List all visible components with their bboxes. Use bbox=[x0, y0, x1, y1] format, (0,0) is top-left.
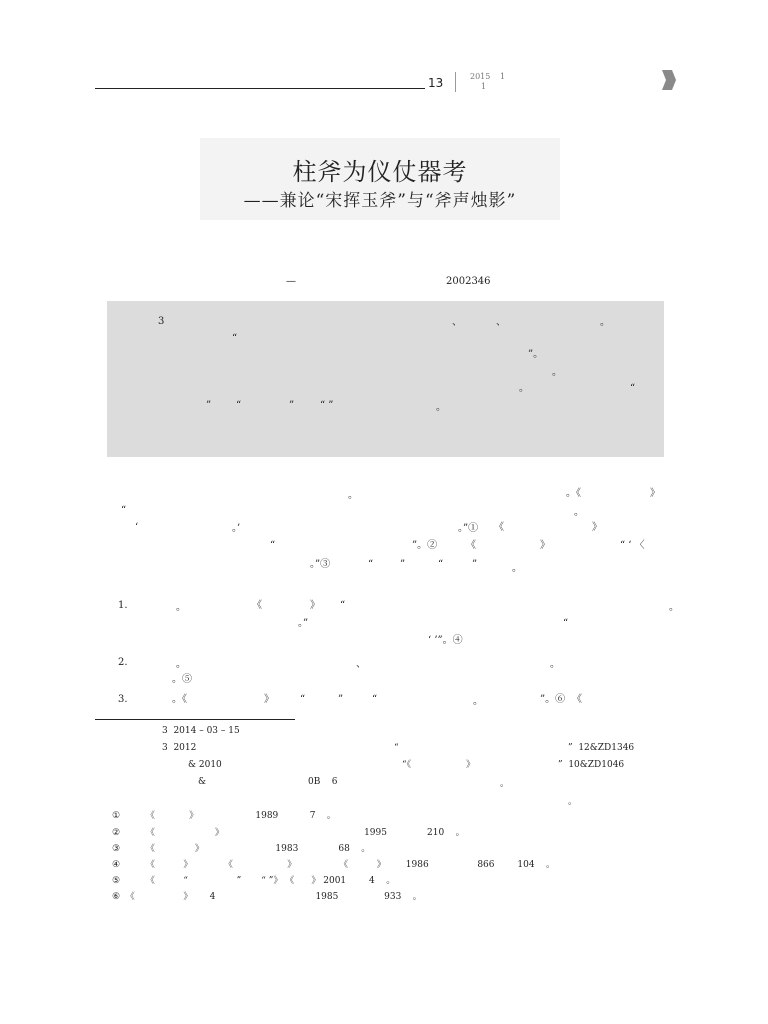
list-mark: “ bbox=[340, 600, 346, 611]
body-mark: ‘ bbox=[135, 522, 139, 533]
abstract-mark: 3 bbox=[158, 316, 165, 327]
body-mark: ”。② bbox=[412, 540, 438, 551]
fund-code: ” 12&ZD1346 bbox=[568, 743, 635, 753]
abstract-box bbox=[107, 301, 664, 457]
article-subtitle: ——兼论“宋挥玉斧”与“斧声烛影” bbox=[243, 191, 517, 211]
abstract-mark: ”。 bbox=[528, 349, 544, 360]
body-mark: 《 bbox=[494, 522, 504, 533]
author-mark: 0B 6 bbox=[308, 777, 338, 787]
body-mark: 》 bbox=[592, 522, 602, 533]
list-mark: 。⑤ bbox=[172, 674, 192, 685]
body-mark: 。 bbox=[574, 507, 584, 518]
byline-dash: — bbox=[286, 276, 296, 287]
body-mark: 》 bbox=[650, 488, 660, 499]
list-mark: 、 bbox=[356, 659, 366, 670]
corner-tab-icon bbox=[662, 70, 676, 90]
footnote-item: ⑤ 《 “ ” “ ”》 《 》 2001 4 。 bbox=[112, 876, 396, 886]
list-mark: 》 bbox=[310, 600, 320, 611]
list-mark: 。 bbox=[550, 659, 560, 670]
list-mark: “ bbox=[372, 694, 378, 705]
receipt-date: 3 2014 – 03 – 15 bbox=[162, 726, 240, 736]
author-mark: 。 bbox=[568, 797, 578, 807]
body-mark: 。 bbox=[348, 490, 358, 501]
fund-line: 3 2012 bbox=[162, 743, 197, 753]
abstract-mark: “ bbox=[232, 333, 238, 344]
list-number: 3. bbox=[118, 694, 128, 705]
footnote-rule bbox=[95, 719, 295, 720]
list-mark: 》 bbox=[264, 694, 274, 705]
journal-year: 2015 bbox=[470, 72, 491, 81]
footnote-item: ⑥ 《 》 4 1985 933 。 bbox=[112, 892, 422, 902]
abstract-mark: “ bbox=[236, 400, 242, 411]
list-mark: 。 bbox=[176, 659, 186, 670]
list-number: 2. bbox=[118, 657, 128, 668]
author-mark: 。 bbox=[500, 779, 510, 789]
abstract-mark: “ ” bbox=[320, 400, 334, 411]
list-mark: ”。⑥ bbox=[540, 694, 566, 705]
footnote-item: ④ 《 》 《 》 《 》 1986 866 104 。 bbox=[112, 860, 556, 870]
abstract-mark: 。 bbox=[519, 383, 529, 394]
abstract-mark: 。 bbox=[436, 402, 446, 413]
body-mark: ” bbox=[400, 559, 406, 570]
journal-sub: 1 bbox=[481, 82, 487, 91]
footnote-item: ① 《 》 1989 7 。 bbox=[112, 811, 336, 821]
body-mark: 》 bbox=[540, 540, 550, 551]
fund-mark: 》 bbox=[466, 760, 476, 770]
abstract-mark: 、 bbox=[452, 317, 462, 328]
body-mark: ” bbox=[472, 559, 478, 570]
header-rule bbox=[95, 88, 425, 89]
body-mark: “ bbox=[270, 540, 276, 551]
fund-mark: “《 bbox=[402, 760, 412, 770]
footnote-item: ② 《 》 1995 210 。 bbox=[112, 828, 465, 838]
author-mark: & bbox=[198, 777, 207, 787]
body-mark: 。”③ bbox=[310, 559, 331, 570]
list-mark: 。 bbox=[669, 602, 679, 613]
abstract-mark: ” bbox=[206, 400, 212, 411]
header-divider bbox=[455, 72, 456, 92]
article-title: 柱斧为仪仗器考 bbox=[292, 158, 468, 186]
page-number: 13 bbox=[428, 76, 444, 90]
body-mark: 《 bbox=[466, 540, 476, 551]
body-mark: 。’ bbox=[232, 523, 241, 534]
list-mark: 。” bbox=[298, 618, 309, 629]
abstract-mark: “ bbox=[630, 383, 636, 394]
footnote-item: ③ 《 》 1983 68 。 bbox=[112, 844, 371, 854]
list-mark: 《 bbox=[252, 600, 262, 611]
body-mark: “ ‘ 〈 bbox=[620, 540, 645, 551]
list-mark: 。 bbox=[473, 696, 483, 707]
list-mark: 。《 bbox=[172, 694, 187, 705]
list-mark: 《 bbox=[572, 694, 582, 705]
body-mark: “ bbox=[121, 505, 127, 516]
list-mark: 。 bbox=[176, 602, 186, 613]
fund-mark: “ bbox=[394, 743, 399, 753]
body-mark: 。 bbox=[512, 563, 522, 574]
body-mark: “ bbox=[438, 559, 444, 570]
abstract-mark: 、 bbox=[496, 317, 506, 328]
fund-line: & 2010 bbox=[188, 760, 222, 770]
abstract-mark: 。 bbox=[600, 317, 610, 328]
abstract-mark: ” bbox=[289, 400, 295, 411]
byline-code: 2002346 bbox=[446, 276, 491, 287]
list-mark: “ bbox=[563, 618, 569, 629]
body-mark: 。《 bbox=[566, 488, 581, 499]
list-mark: “ bbox=[300, 694, 306, 705]
fund-code: ” 10&ZD1046 bbox=[558, 760, 625, 770]
body-mark: “ bbox=[368, 559, 374, 570]
list-mark: ” bbox=[338, 694, 344, 705]
journal-issue: 1 bbox=[500, 72, 506, 81]
list-mark: ‘ ’”。④ bbox=[428, 635, 463, 646]
body-mark: 。”① bbox=[458, 523, 479, 534]
abstract-mark: 。 bbox=[552, 367, 562, 378]
list-number: 1. bbox=[118, 600, 128, 611]
